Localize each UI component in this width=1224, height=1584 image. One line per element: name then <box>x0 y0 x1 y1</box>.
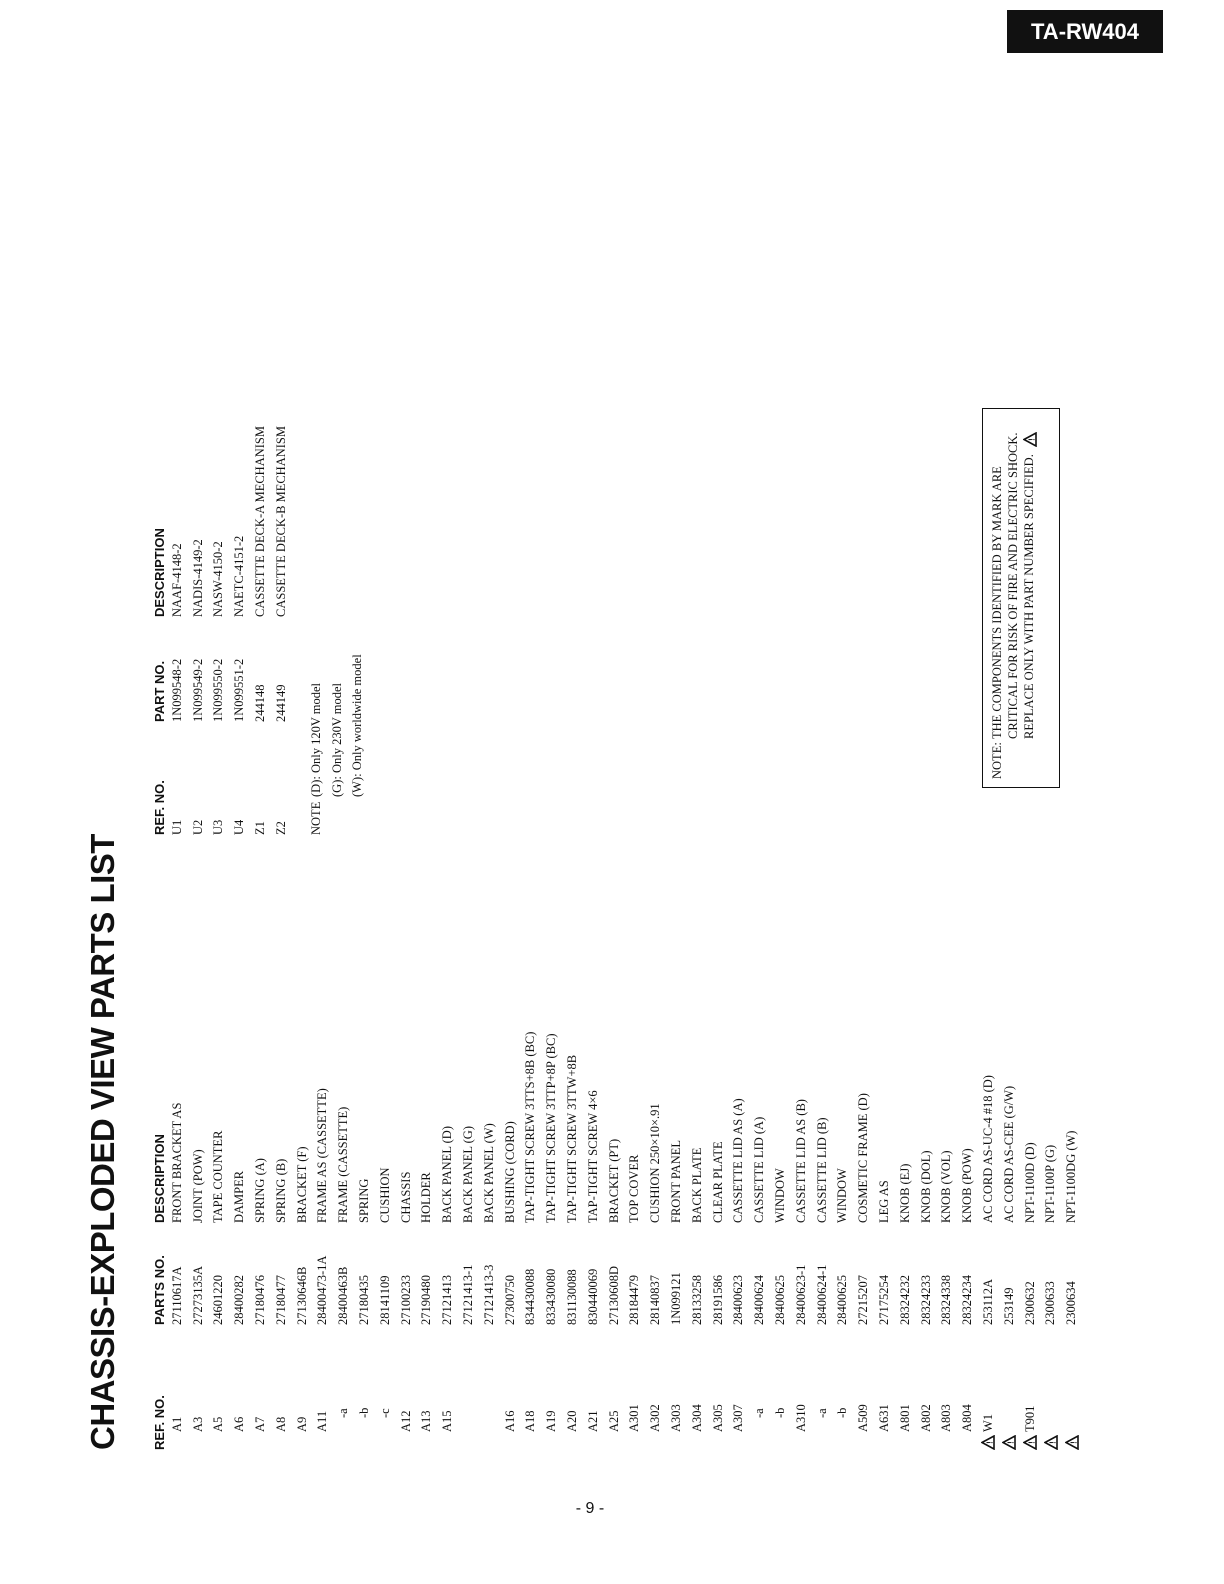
description-cell: TAP-TIGHT SCREW 3TTS+8B (BC) <box>523 1031 538 1223</box>
part-no-cell: 28400463B <box>336 1266 351 1325</box>
part-no-cell: 831130088 <box>565 1269 580 1325</box>
description-cell: TAP-TIGHT SCREW 3TTW+8B <box>565 1054 580 1223</box>
ref-no-cell <box>607 1325 622 1450</box>
description-cell: NAAF-4148-2 <box>169 543 184 617</box>
ref-no-cell <box>773 1325 788 1450</box>
table-row <box>541 923 562 1450</box>
part-no-cell: 28400625 <box>773 1275 787 1325</box>
ref-no-cell <box>170 722 185 835</box>
critical-mark <box>1002 1432 1016 1450</box>
part-no-header: PART NO. <box>152 660 167 722</box>
table-row <box>687 923 708 1450</box>
ref-no-cell <box>170 1325 185 1450</box>
part-no-cell: 834430088 <box>523 1268 538 1325</box>
table-row <box>749 923 770 1450</box>
table-row <box>812 923 833 1450</box>
ref-no-value: U2 <box>190 819 205 835</box>
part-no-cell: 244148 <box>253 684 268 722</box>
description-header-2: DESCRIPTION <box>152 528 167 617</box>
description-cell: TAP-TIGHT SCREW 4×6 <box>585 1090 600 1223</box>
table-row <box>250 923 271 1450</box>
ref-no-value: U1 <box>169 819 184 835</box>
description-cell: KNOB (VOL) <box>939 1150 954 1223</box>
ref-no-cell <box>981 1325 996 1450</box>
table-row <box>250 317 271 835</box>
ref-no-value: A5 <box>211 1416 226 1432</box>
description-cell: TAPE COUNTER <box>211 1130 226 1223</box>
part-no-cell: 27180477 <box>273 1275 288 1325</box>
ref-no-value: A307 <box>731 1404 746 1432</box>
ref-no-cell <box>191 1325 206 1450</box>
warning-triangle-icon <box>981 1435 995 1450</box>
ref-no-value: A6 <box>232 1416 247 1432</box>
table-row <box>229 923 250 1450</box>
ref-no-cell <box>898 1325 913 1450</box>
table-row <box>916 923 937 1450</box>
ref-no-cell <box>336 1325 351 1450</box>
ref-no-value: A305 <box>710 1404 725 1432</box>
part-no-cell: 28324234 <box>960 1275 975 1325</box>
table-row <box>874 923 895 1450</box>
ref-no-value: A301 <box>627 1404 642 1432</box>
ref-no-cell <box>731 1325 746 1450</box>
description-cell: CASSETTE LID (B) <box>814 1117 829 1223</box>
ref-no-cell <box>648 1325 663 1450</box>
description-cell: SPRING (A) <box>253 1158 268 1223</box>
description-cell: SPRING <box>357 1178 372 1223</box>
description-cell: NPT-1100P (G) <box>1043 1144 1058 1223</box>
ref-no-value: A8 <box>273 1416 288 1432</box>
part-no-cell: 833430080 <box>544 1268 559 1325</box>
table-row <box>396 923 417 1450</box>
description-cell: NADIS-4149-2 <box>190 539 205 617</box>
table-row <box>229 317 250 835</box>
ref-no-value: A303 <box>669 1404 684 1432</box>
description-cell: BACK PANEL (G) <box>461 1126 476 1223</box>
parts-no-header: PARTS NO. <box>152 1255 167 1325</box>
description-cell: BRACKET (PT) <box>606 1138 621 1223</box>
ref-no-value: A1 <box>169 1416 184 1432</box>
description-cell: SPRING (B) <box>273 1158 288 1223</box>
part-no-cell: 253149 <box>1001 1287 1016 1325</box>
part-no-cell: 27110617A <box>169 1266 184 1325</box>
ref-no-cell <box>274 1325 289 1450</box>
main-parts-list <box>145 923 1082 1450</box>
table-row <box>500 923 521 1450</box>
table-row <box>209 317 230 835</box>
ref-no-cell <box>419 1325 434 1450</box>
svg-text:!: ! <box>1069 1441 1079 1444</box>
main-list-header <box>145 923 167 1450</box>
ref-no-value: A631 <box>876 1404 891 1432</box>
model-note-text: (G): Only 230V model <box>329 683 344 797</box>
ref-no-value: T901 <box>1022 1405 1037 1432</box>
ref-no-value: U4 <box>232 819 247 835</box>
part-no-cell: 28400623 <box>731 1275 746 1325</box>
svg-text:!: ! <box>1006 1441 1016 1444</box>
part-no-cell: 28191586 <box>710 1275 725 1325</box>
ref-no-cell <box>440 1325 455 1450</box>
part-no-cell: 27215207 <box>856 1275 871 1325</box>
table-row <box>729 923 750 1450</box>
safety-note-label: NOTE: <box>990 742 1004 779</box>
ref-no-cell <box>211 1325 226 1450</box>
table-row <box>458 923 479 1450</box>
part-no-cell: 28400624 <box>752 1275 767 1325</box>
ref-no-cell <box>627 1325 642 1450</box>
part-no-cell: 1N099549-2 <box>190 658 205 722</box>
table-row <box>833 923 854 1450</box>
table-row <box>625 923 646 1450</box>
ref-no-value: -a <box>336 1408 351 1418</box>
ref-no-value: A3 <box>190 1416 205 1432</box>
part-no-cell: 244149 <box>273 684 288 722</box>
ref-no-cell <box>690 1325 705 1450</box>
ref-no-cell <box>835 1325 850 1450</box>
description-cell: WINDOW <box>835 1168 850 1223</box>
ref-no-header: REF. NO. <box>152 1395 167 1450</box>
ref-no-value: A302 <box>648 1404 663 1432</box>
part-no-cell: 27121413-3 <box>481 1264 496 1325</box>
ref-no-header-2: REF. NO. <box>152 780 167 835</box>
ref-no-cell <box>523 1325 538 1450</box>
page-number: - 9 - <box>575 1500 605 1517</box>
description-cell: BACK PLATE <box>689 1147 704 1223</box>
ref-no-cell <box>357 1325 372 1450</box>
ref-no-value: -b <box>357 1407 372 1418</box>
table-row <box>354 923 375 1450</box>
ref-no-cell <box>253 722 268 835</box>
critical-mark <box>981 1432 995 1450</box>
part-no-cell: 28133258 <box>689 1275 704 1325</box>
description-cell: AC CORD AS-CEE (G/W) <box>1001 1085 1016 1223</box>
description-cell: NASW-4150-2 <box>211 541 226 617</box>
ref-no-cell <box>315 1325 330 1450</box>
warning-triangle-icon <box>1002 1435 1016 1450</box>
ref-no-value: A20 <box>565 1410 580 1432</box>
ref-no-cell <box>565 1325 580 1450</box>
warning-triangle-icon <box>1044 1435 1058 1450</box>
model-note-text: (W): Only worldwide model <box>350 654 365 797</box>
part-no-cell: 28400473-1A <box>315 1255 330 1325</box>
part-no-cell: 2300632 <box>1022 1281 1037 1325</box>
description-cell: HOLDER <box>419 1172 434 1223</box>
table-row <box>978 923 999 1450</box>
table-row <box>562 923 583 1450</box>
table-row <box>936 923 957 1450</box>
ref-no-value: A18 <box>523 1410 538 1432</box>
part-no-cell: 27180435 <box>357 1275 372 1325</box>
part-no-cell: 27121413-1 <box>461 1264 476 1325</box>
table-row <box>1040 923 1061 1450</box>
part-no-cell: 28400282 <box>232 1275 247 1325</box>
ref-no-value: -b <box>773 1407 787 1418</box>
critical-mark <box>1023 1432 1037 1450</box>
ref-no-cell <box>939 1325 954 1450</box>
model-note-text: (D): Only 120V model <box>308 683 323 797</box>
critical-mark <box>1065 1432 1079 1450</box>
ref-no-value: A13 <box>419 1410 434 1432</box>
part-no-cell: 27300750 <box>502 1275 517 1325</box>
ref-no-value: A16 <box>502 1410 517 1432</box>
main-list-rows <box>167 923 1082 1450</box>
ref-no-cell <box>211 722 226 835</box>
secondary-list-rows <box>167 317 292 835</box>
part-no-cell: 28324233 <box>918 1275 933 1325</box>
table-row <box>333 923 354 1450</box>
part-no-cell: 28400623-1 <box>793 1264 808 1325</box>
table-row <box>708 923 729 1450</box>
svg-text:!: ! <box>1027 1441 1037 1444</box>
ref-no-value: A11 <box>315 1410 330 1432</box>
table-row <box>1061 923 1082 1450</box>
table-row <box>770 923 791 1450</box>
part-no-cell: 2300633 <box>1043 1281 1058 1325</box>
part-no-cell: 1N099121 <box>669 1272 684 1325</box>
critical-mark <box>1044 1432 1058 1450</box>
part-no-cell: 1N099551-2 <box>232 658 247 722</box>
table-row <box>188 923 209 1450</box>
part-no-cell: 28141109 <box>377 1275 392 1325</box>
ref-no-value: A803 <box>939 1404 954 1432</box>
ref-no-cell <box>711 1325 726 1450</box>
description-cell: BRACKET (F) <box>294 1146 309 1223</box>
table-row <box>375 923 396 1450</box>
description-cell: TOP COVER <box>627 1154 642 1223</box>
table-row <box>583 923 604 1450</box>
part-no-cell: 253112A <box>980 1278 995 1325</box>
safety-note-body: THE COMPONENTS IDENTIFIED BY MARK ARE CRITICAL FOR RISK OF FIRE AND ELECTRIC SHOCK. REPLACE ONLY WITH PART NUMBER SPECIFIED. <box>990 432 1036 739</box>
table-row <box>479 923 500 1450</box>
ref-no-cell <box>253 1325 268 1450</box>
ref-no-cell <box>503 1325 518 1450</box>
ref-no-value: U3 <box>211 819 226 835</box>
description-cell: FRONT PANEL <box>669 1139 684 1223</box>
svg-text:!: ! <box>986 1441 996 1444</box>
ref-no-value: A15 <box>440 1410 455 1432</box>
ref-no-cell <box>669 1325 684 1450</box>
description-cell: WINDOW <box>773 1168 787 1223</box>
warning-triangle-icon <box>1065 1435 1079 1450</box>
description-header: DESCRIPTION <box>152 1134 167 1223</box>
part-no-cell: 24601220 <box>211 1275 226 1325</box>
description-cell: BUSHING (CORD) <box>502 1121 517 1223</box>
ref-no-cell <box>960 1325 975 1450</box>
description-cell: AC CORD AS-UC-4 #18 (D) <box>980 1075 995 1223</box>
table-row <box>209 923 230 1450</box>
ref-no-cell <box>1065 1325 1079 1450</box>
ref-no-value: A25 <box>606 1410 621 1432</box>
ref-no-value: A9 <box>294 1416 309 1432</box>
ref-no-cell <box>274 722 289 835</box>
ref-no-cell <box>856 1325 871 1450</box>
table-row <box>417 923 438 1450</box>
description-cell: DAMPER <box>232 1170 247 1223</box>
model-note-label: NOTE <box>308 801 323 835</box>
model-badge: TA-RW404 <box>1007 10 1163 53</box>
model-note-line <box>306 654 327 835</box>
ref-no-value: A12 <box>398 1410 413 1432</box>
description-cell: CUSHION 250×10×.91 <box>648 1103 663 1223</box>
ref-no-value: A304 <box>689 1404 704 1432</box>
description-cell: KNOB (EJ) <box>897 1163 912 1223</box>
description-cell: BACK PANEL (W) <box>481 1123 496 1223</box>
description-cell: NAETC-4151-2 <box>232 535 247 617</box>
model-note-line <box>327 654 348 835</box>
ref-no-value: -a <box>814 1408 829 1418</box>
description-cell: FRAME AS (CASSETTE) <box>315 1088 330 1223</box>
description-cell: KNOB (POW) <box>960 1148 975 1223</box>
ref-no-value: A21 <box>585 1410 600 1432</box>
description-cell: CASSETTE LID (A) <box>752 1116 767 1223</box>
part-no-cell: 28140837 <box>648 1275 663 1325</box>
rotated-content <box>80 60 1079 1450</box>
warning-triangle-icon <box>1023 432 1037 447</box>
ref-no-value: A802 <box>918 1404 933 1432</box>
part-no-cell: 1N099548-2 <box>169 658 184 722</box>
ref-no-value: -b <box>835 1407 850 1418</box>
description-cell: FRAME (CASSETTE) <box>336 1106 351 1223</box>
table-row <box>271 317 292 835</box>
description-cell: CHASSIS <box>398 1171 413 1223</box>
ref-no-cell <box>877 1325 892 1450</box>
ref-no-cell <box>1044 1325 1058 1450</box>
table-row <box>957 923 978 1450</box>
table-row <box>167 923 188 1450</box>
ref-no-value: -a <box>752 1408 767 1418</box>
table-row <box>167 317 188 835</box>
ref-no-cell <box>399 1325 414 1450</box>
description-cell: FRONT BRACKET AS <box>169 1102 184 1223</box>
table-row <box>895 923 916 1450</box>
page-title: CHASSIS-EXPLODED VIEW PARTS LIST <box>84 834 121 1450</box>
description-cell: CASSETTE LID AS (B) <box>793 1099 808 1223</box>
table-row <box>271 923 292 1450</box>
ref-no-cell <box>1023 1325 1038 1450</box>
ref-no-value: -c <box>377 1408 392 1418</box>
ref-no-cell <box>815 1325 830 1450</box>
model-note <box>306 654 368 835</box>
description-cell: NPT-1100D (D) <box>1022 1142 1037 1223</box>
ref-no-cell <box>378 1325 393 1450</box>
ref-no-cell <box>295 1325 310 1450</box>
secondary-parts-list <box>145 317 292 835</box>
part-no-cell: 27121413 <box>440 1275 455 1325</box>
ref-no-value: A801 <box>897 1404 912 1432</box>
safety-note-box <box>982 408 1060 788</box>
description-cell: CLEAR PLATE <box>710 1141 725 1223</box>
table-row <box>604 923 625 1450</box>
part-no-cell: 28324338 <box>939 1275 954 1325</box>
ref-no-value: Z2 <box>273 821 288 835</box>
table-row <box>188 317 209 835</box>
ref-no-cell <box>1002 1325 1016 1450</box>
part-no-cell: 28400625 <box>835 1275 850 1325</box>
ref-no-cell <box>586 1325 601 1450</box>
part-no-cell: 28184479 <box>627 1275 642 1325</box>
part-no-cell: 1N099550-2 <box>211 658 226 722</box>
ref-no-value: A804 <box>960 1404 975 1432</box>
table-row <box>437 923 458 1450</box>
description-cell: COSMETIC FRAME (D) <box>856 1093 871 1223</box>
ref-no-value: A509 <box>856 1404 871 1432</box>
svg-text:!: ! <box>1027 438 1037 441</box>
table-row <box>791 923 812 1450</box>
ref-no-value: A310 <box>793 1404 808 1432</box>
ref-no-value: Z1 <box>253 821 268 835</box>
model-note-line <box>348 654 369 835</box>
ref-no-cell <box>232 1325 247 1450</box>
part-no-cell: 830440069 <box>585 1268 600 1325</box>
description-cell: BACK PANEL (D) <box>440 1126 455 1223</box>
description-cell: LEG AS <box>876 1180 891 1223</box>
ref-no-cell <box>752 1325 767 1450</box>
ref-no-value: A19 <box>544 1410 559 1432</box>
part-no-cell: 27130608D <box>606 1265 621 1325</box>
part-no-cell: 27175254 <box>876 1275 891 1325</box>
ref-no-cell <box>919 1325 934 1450</box>
table-row <box>666 923 687 1450</box>
table-row <box>645 923 666 1450</box>
ref-no-cell <box>191 722 206 835</box>
description-cell: JOINT (POW) <box>190 1149 205 1223</box>
safety-note-text <box>989 417 1053 739</box>
description-cell: CASSETTE DECK-A MECHANISM <box>253 426 268 617</box>
ref-no-cell <box>544 1325 559 1450</box>
table-row <box>853 923 874 1450</box>
part-no-cell: 27180476 <box>253 1275 268 1325</box>
secondary-list-header <box>145 317 167 835</box>
part-no-cell: 27273135A <box>190 1265 205 1325</box>
description-cell: CASSETTE LID AS (A) <box>731 1098 746 1223</box>
part-no-cell: 2300634 <box>1064 1281 1079 1325</box>
part-no-cell: 28400624-1 <box>814 1264 829 1325</box>
description-cell: CUSHION <box>377 1167 392 1223</box>
description-cell: TAP-TIGHT SCREW 3TTP+8P (BC) <box>544 1033 559 1223</box>
ref-no-cell <box>794 1325 809 1450</box>
part-no-cell: 27190480 <box>419 1275 434 1325</box>
ref-no-cell <box>232 722 247 835</box>
ref-no-value: W1 <box>980 1413 995 1432</box>
part-no-cell: 27130646B <box>294 1266 309 1325</box>
table-row <box>999 923 1020 1450</box>
table-row <box>292 923 313 1450</box>
part-no-cell: 27100233 <box>398 1275 413 1325</box>
warning-triangle-icon <box>1023 1435 1037 1450</box>
table-row <box>1020 923 1041 1450</box>
part-no-cell: 28324232 <box>897 1275 912 1325</box>
description-cell: KNOB (DOL) <box>918 1150 933 1223</box>
ref-no-value: A7 <box>253 1416 268 1432</box>
description-cell: NPT-1100DG (W) <box>1064 1130 1079 1223</box>
table-row <box>521 923 542 1450</box>
table-row <box>313 923 334 1450</box>
svg-text:!: ! <box>1048 1441 1058 1444</box>
description-cell: CASSETTE DECK-B MECHANISM <box>273 426 288 617</box>
